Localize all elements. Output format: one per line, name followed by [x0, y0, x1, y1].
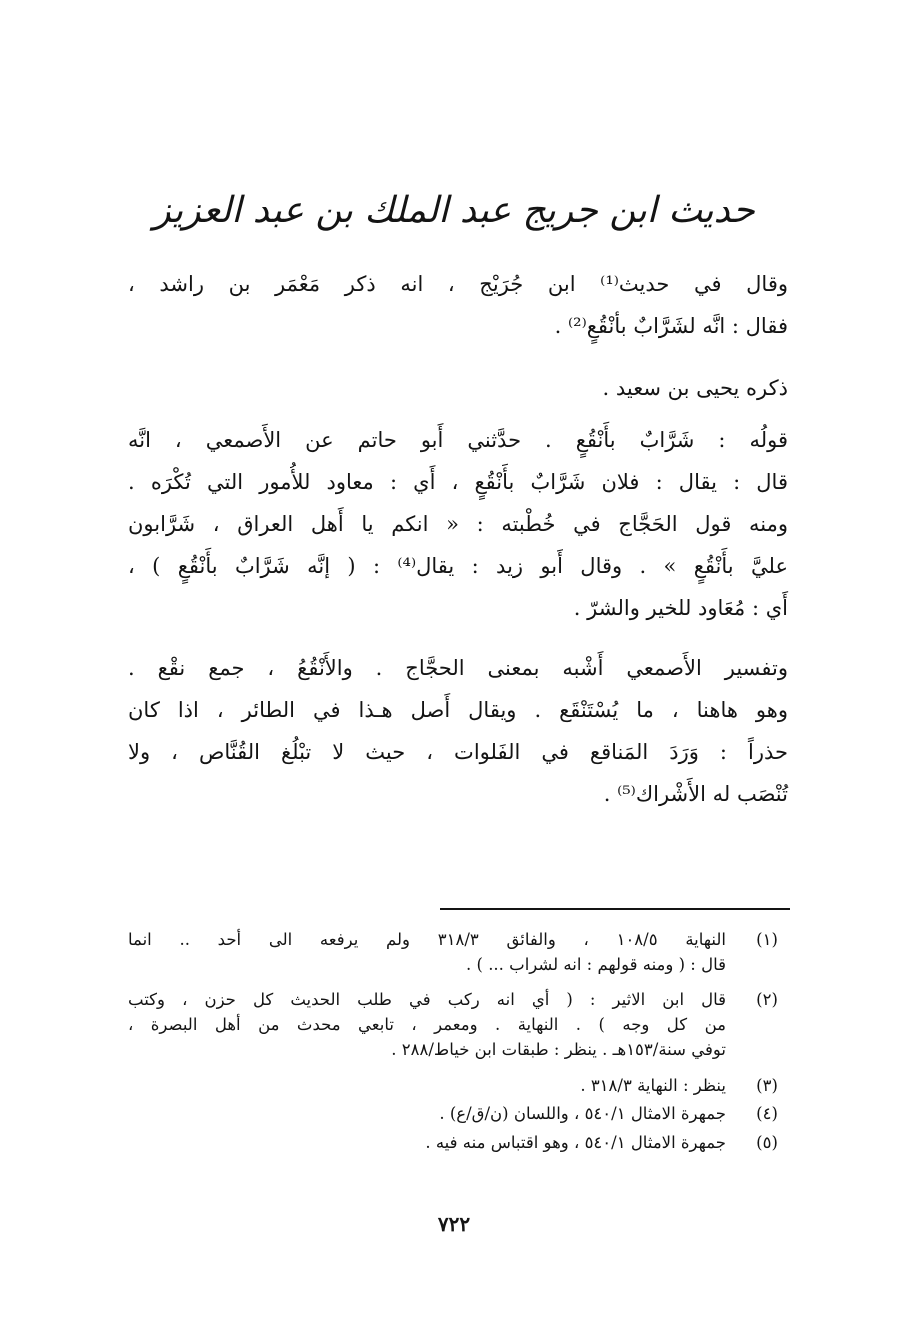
footnote-line: قال : ( ومنه قولهم : انه لشراب ... ) . — [466, 955, 726, 974]
text-line: قال : يقال : فلان شَرَّابٌ بأَنْقُعٍ ، أَي : معاود للأُمور التي تُكْرَه . — [128, 470, 788, 494]
text-line: فقال : انَّه لشَرَّابٌ بأنْقُعٍ⁽²⁾ . — [554, 314, 788, 338]
text-line: ومنه قول الحَجَّاج في خُطْبته : « انكم يا أَهل العراق ، شَرَّابون — [128, 512, 788, 536]
footnote-line: توفي سنة/١٥٣هـ . ينظر : طبقات ابن خياط/٢٨٨ . — [391, 1040, 726, 1059]
footnote-line: قال ابن الاثير : ( أي انه ركب في طلب الحديث كل حزن ، وكتب — [128, 990, 726, 1009]
text-line: قولُه : شَرَّابٌ بأَنْقُعٍ . حدَّثني أَبو حاتم عن الأَصمعي ، انَّه — [128, 428, 788, 452]
footnote-separator — [440, 908, 790, 910]
footnote-number: (١) — [756, 930, 778, 949]
paragraph-1 — [128, 272, 788, 348]
footnote-number: (٥) — [756, 1133, 778, 1152]
text-line: وهو هاهنا ، ما يُسْتَنْقَع . ويقال أَصل هـذا في الطائر ، اذا كان — [128, 698, 788, 722]
text-line: وقال في حديث⁽¹⁾ ابن جُرَيْج ، انه ذكر مَعْمَر بن راشد ، — [128, 272, 788, 296]
paragraph-2 — [128, 376, 788, 410]
footnote-line: ينظر : النهاية ٣١٨/٣ . — [580, 1076, 726, 1095]
footnote-5 — [128, 1133, 788, 1158]
paragraph-3 — [128, 428, 788, 638]
footnote-line: النهاية ١٠٨/٥ ، والفائق ٣١٨/٣ ولم يرفعه الى أحد .. انما — [128, 930, 726, 949]
footnote-line: من كل وجه ) . النهاية . ومعمر ، تابعي محدث من أهل البصرة ، — [128, 1015, 726, 1034]
footnote-line: جمهرة الامثال ٥٤٠/١ ، واللسان (ن/ق/ع) . — [439, 1104, 726, 1123]
text-line: ذكره يحيى بن سعيد . — [602, 376, 788, 400]
text-line: عليَّ بأَنْقُعٍ » . وقال أَبو زيد : يقال⁽⁴⁾ : ( إنَّه شَرَّابٌ بأَنْقُعٍ ) ، — [128, 554, 788, 578]
footnote-number: (٣) — [756, 1076, 778, 1095]
chapter-heading: حديث ابن جريج عبد الملك بن عبد العزيز — [153, 190, 755, 231]
text-line: وتفسير الأَصمعي أَشْبه بمعنى الحجَّاج . والأَنْقُعُ ، جمع نقْع . — [128, 656, 788, 680]
footnote-number: (٤) — [756, 1104, 778, 1123]
footnote-line: جمهرة الامثال ٥٤٠/١ ، وهو اقتباس منه فيه . — [425, 1133, 726, 1152]
text-line: أَي : مُعَاود للخير والشرّ . — [573, 596, 788, 620]
footnote-1 — [128, 930, 788, 980]
footnote-4 — [128, 1104, 788, 1129]
footnote-2 — [128, 990, 788, 1065]
footnote-3 — [128, 1076, 788, 1101]
page-number: ٧٢٢ — [437, 1212, 471, 1236]
paragraph-4 — [128, 656, 788, 826]
text-line: حذراً : وَرَدَ المَناقع في الفَلوات ، حيث لا تبْلُغ القُنَّاص ، ولا — [128, 740, 788, 764]
text-line: تُنْصَب له الأَشْراك⁽⁵⁾ . — [603, 782, 788, 806]
footnote-number: (٢) — [756, 990, 778, 1009]
